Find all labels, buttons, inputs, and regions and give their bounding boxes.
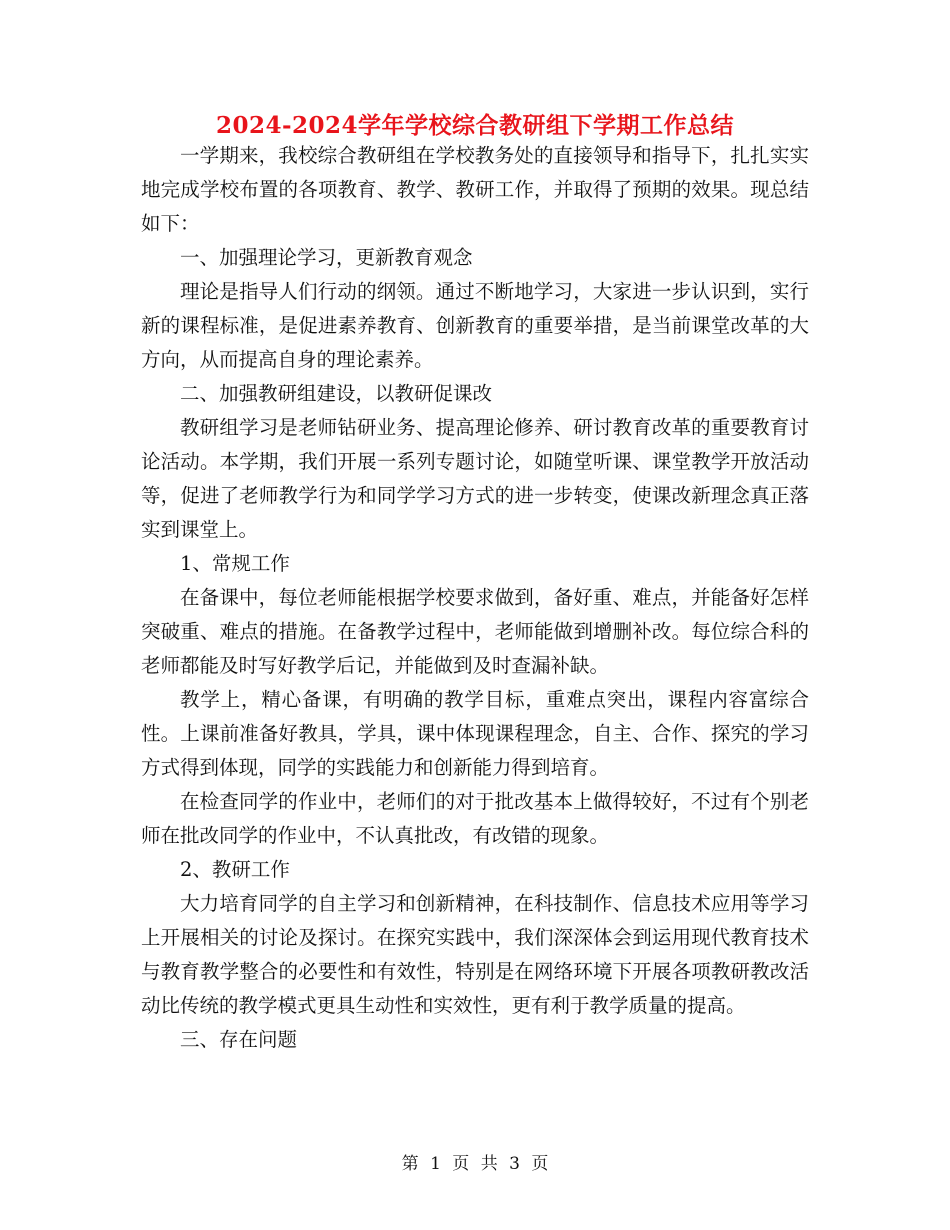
paragraph: 教研组学习是老师钻研业务、提高理论修养、研讨教育改革的重要教育讨论活动。本学期，我们开展一系列专题讨论，如随堂听课、课堂教学开放活动等，促进了老师教学行为和同学学习方式的进一步转变，使课改新理念真正落实到课堂上。 <box>141 416 809 541</box>
document-title: 2024-2024学年学校综合教研组下学期工作总结 <box>215 112 735 139</box>
paragraph: 教学上，精心备课，有明确的教学目标，重难点突出，课程内容富综合性。上课前准备好教具，学具，课中体现课程理念，自主、合作、探究的学习方式得到体现，同学的实践能力和创新能力得到培育。 <box>141 688 809 779</box>
paragraph: 大力培育同学的自主学习和创新精神，在科技制作、信息技术应用等学习上开展相关的讨论及探讨。在探究实践中，我们深深体会到运用现代教育技术与教育教学整合的必要性和有效性，特别是在网络环境下开展各项教研教改活动比传统的教学模式更具生动性和实效性，更有利于教学质量的提高。 <box>141 892 809 1017</box>
paragraph: 理论是指导人们行动的纲领。通过不断地学习，大家进一步认识到，实行新的课程标准，是促进素养教育、创新教育的重要举措，是当前课堂改革的大方向，从而提高自身的理论素养。 <box>141 280 809 371</box>
section-heading-3: 三、存在问题 <box>180 1028 298 1051</box>
paragraph-intro: 一学期来，我校综合教研组在学校教务处的直接领导和指导下，扎扎实实地完成学校布置的各项教育、教学、教研工作，并取得了预期的效果。现总结如下： <box>141 144 809 235</box>
section-heading-2: 二、加强教研组建设，以教研促课改 <box>180 382 493 405</box>
paragraph: 在检查同学的作业中，老师们的对于批改基本上做得较好，不过有个别老师在批改同学的作业中，不认真批改，有改错的现象。 <box>141 790 809 847</box>
paragraph: 在备课中，每位老师能根据学校要求做到，备好重、难点，并能备好怎样突破重、难点的措施。在备教学过程中，老师能做到增删补改。每位综合科的老师都能及时写好教学后记，并能做到及时查漏补缺。 <box>141 586 809 677</box>
subsection-heading-2: 2、教研工作 <box>180 858 290 881</box>
document-body <box>141 139 809 1057</box>
section-heading-1: 一、加强理论学习，更新教育观念 <box>180 246 473 269</box>
page-number-footer: 第 1 页 共 3 页 <box>401 1154 549 1174</box>
subsection-heading-1: 1、常规工作 <box>180 552 290 575</box>
